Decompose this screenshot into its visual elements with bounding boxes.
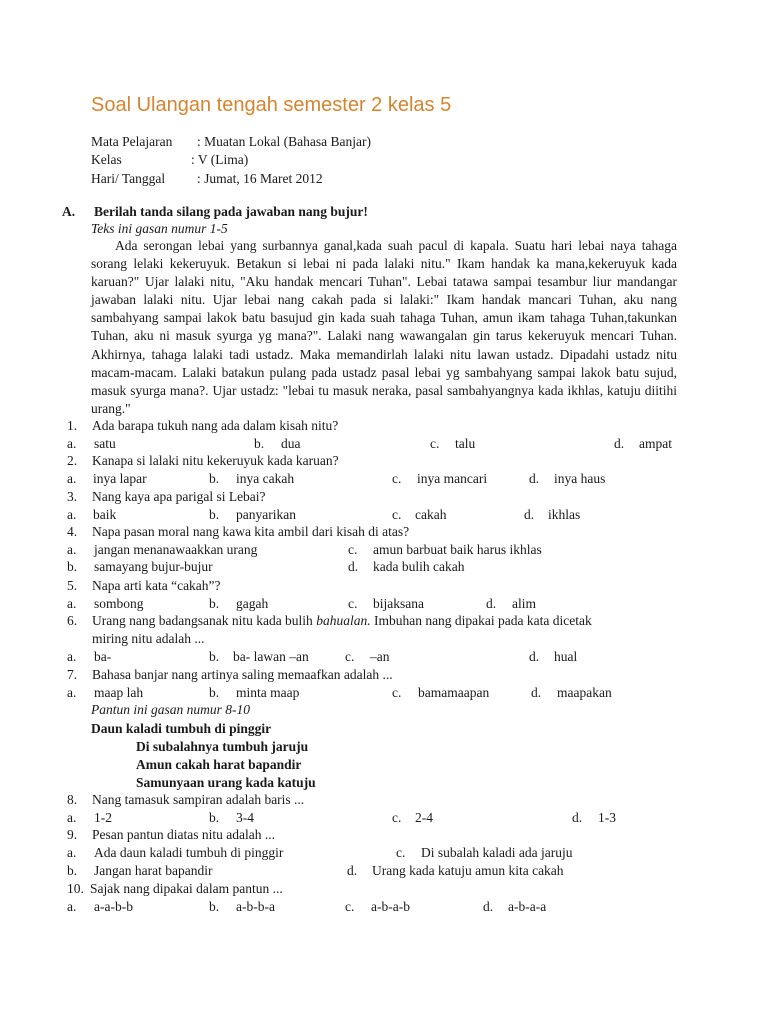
option-c: –an <box>370 649 390 664</box>
option-letter: a. <box>67 899 77 914</box>
option-letter: c. <box>392 507 402 522</box>
option-letter: c. <box>345 649 355 664</box>
section-letter: A. <box>62 204 76 219</box>
question-number: 2. <box>67 453 78 468</box>
question-text-italic: bahualan. <box>316 613 371 628</box>
subject-value: : Muatan Lokal (Bahasa Banjar) <box>197 134 371 149</box>
option-letter: d. <box>531 685 542 700</box>
option-letter: b. <box>67 863 78 878</box>
question-number: 6. <box>67 613 78 628</box>
option-a: 1-2 <box>94 810 112 825</box>
date-label: Hari/ Tanggal <box>91 171 166 186</box>
option-c: Di subalah kaladi ada jaruju <box>421 845 573 860</box>
option-letter: a. <box>67 845 77 860</box>
option-letter: c. <box>392 685 402 700</box>
question-number: 4. <box>67 524 78 539</box>
option-letter: c. <box>348 596 358 611</box>
pantun-line: Amun cakah harat bapandir <box>136 757 302 772</box>
option-c: bijaksana <box>373 596 424 611</box>
option-letter: c. <box>348 542 358 557</box>
option-a: maap lah <box>94 685 144 700</box>
text1-label: Teks ini gasan numur 1-5 <box>91 221 228 236</box>
option-letter: c. <box>392 810 402 825</box>
option-d: inya haus <box>554 471 606 486</box>
option-letter: a. <box>67 649 77 664</box>
question-number: 7. <box>67 667 78 682</box>
class-value: : V (Lima) <box>191 152 249 167</box>
option-b: Jangan harat bapandir <box>94 863 213 878</box>
option-letter: b. <box>209 471 220 486</box>
option-d: hual <box>554 649 578 664</box>
option-letter: b. <box>209 685 220 700</box>
option-letter: c. <box>345 899 355 914</box>
question-number: 10. <box>67 881 84 896</box>
option-c: amun barbuat baik harus ikhlas <box>373 542 542 557</box>
option-letter: b. <box>209 596 220 611</box>
option-letter: c. <box>392 471 402 486</box>
option-b: ba- lawan –an <box>233 649 309 664</box>
option-letter: c. <box>396 845 406 860</box>
pantun-line: Di subalahnya tumbuh jaruju <box>136 739 309 754</box>
option-d: Urang kada katuju amun kita cakah <box>372 863 564 878</box>
option-letter: b. <box>254 436 265 451</box>
text2-label: Pantun ini gasan numur 8-10 <box>91 702 251 717</box>
option-b: 3-4 <box>236 810 254 825</box>
option-a: satu <box>94 436 116 451</box>
option-letter: d. <box>486 596 497 611</box>
story-passage-text: Ada serongan lebai yang surbannya ganal,kada suah pacul di kapala. Suatu hari lebai naya tahaga sorang lelaki kekeruyuk. Betakun si lebai ni pada lalaki nitu." Ikam handak ka mana,kekeruyuk kada karuan?" Ujar lalaki nitu, "Aku handak mencari Tuhan". Lebai tatawa sampai tesambur liur mandangar jawaban lalaki nitu. Ujar lebai nang cakah pada si lalaki:" Ikam handak mancari Tuhan, aku nang sambahyang sampai lakok batu basujud gin kada suah tahaga Tuhan, amun ikam tahaga Tuhan,takunkan Tuhan, aku ni masuk syurga yg mana?". Lalaki nang wawangalan gin tarus kekeruyuk mencari Tuhan. Akhirnya, tahaga lalaki tadi ustadz. Maka memandirlah lalaki nitu lawan ustadz. Dipadahi ustadz nitu macam-macam. Lalaki batakun pulang pada ustadz pasal lebai yg sambahyang sampai lakok batu sujud, masuk syurga mana?. Ujar ustadz: "lebai tu masuk neraka, pasal sambahyangnya kada ikhlas, katuju diitihi urang." <box>91 238 677 416</box>
option-letter: d. <box>572 810 583 825</box>
option-letter: d. <box>483 899 494 914</box>
option-c: talu <box>455 436 476 451</box>
question-number: 9. <box>67 827 78 842</box>
option-a: ba- <box>94 649 112 664</box>
option-letter: d. <box>348 559 359 574</box>
option-b: samayang bujur-bujur <box>94 559 213 574</box>
option-d: kada bulih cakah <box>373 559 465 574</box>
question-text: Pesan pantun diatas nitu adalah ... <box>92 827 275 842</box>
option-letter: a. <box>67 596 77 611</box>
option-letter: b. <box>209 507 220 522</box>
option-letter: a. <box>67 471 77 486</box>
question-number: 1. <box>67 418 78 433</box>
option-c: inya mancari <box>417 471 488 486</box>
section-instruction: Berilah tanda silang pada jawaban nang bujur! <box>94 204 368 219</box>
question-text-line2: miring nitu adalah ... <box>92 631 205 646</box>
question-text <box>92 612 592 629</box>
option-a: Ada daun kaladi tumbuh di pinggir <box>94 845 284 860</box>
option-b: inya cakah <box>236 471 295 486</box>
question-text: Bahasa banjar nang artinya saling memaafkan adalah ... <box>92 667 393 682</box>
story-passage <box>91 237 677 418</box>
option-c: bamamaapan <box>418 685 490 700</box>
date-value: : Jumat, 16 Maret 2012 <box>197 171 323 186</box>
option-letter: d. <box>524 507 535 522</box>
question-number: 8. <box>67 792 78 807</box>
option-c: 2-4 <box>415 810 433 825</box>
question-text: Sajak nang dipakai dalam pantun ... <box>90 881 283 896</box>
option-letter: d. <box>347 863 358 878</box>
question-number: 5. <box>67 578 78 593</box>
question-text: Ada barapa tukuh nang ada dalam kisah nitu? <box>92 418 339 433</box>
option-d: 1-3 <box>598 810 616 825</box>
option-c: cakah <box>415 507 447 522</box>
option-b: dua <box>281 436 301 451</box>
option-letter: b. <box>209 810 220 825</box>
option-letter: b. <box>67 559 78 574</box>
question-text-post: Imbuhan nang dipakai pada kata dicetak <box>370 613 592 628</box>
question-text: Napa arti kata “cakah”? <box>92 578 221 593</box>
option-b: a-b-b-a <box>236 899 275 914</box>
option-b: minta maap <box>236 685 300 700</box>
pantun-line: Samunyaan urang kada katuju <box>136 775 316 790</box>
class-label: Kelas <box>91 152 122 167</box>
option-a: sombong <box>94 596 144 611</box>
option-letter: d. <box>529 471 540 486</box>
option-d: a-b-a-a <box>508 899 547 914</box>
option-a: jangan menanawaakkan urang <box>94 542 258 557</box>
option-b: panyarikan <box>236 507 296 522</box>
option-letter: c. <box>430 436 440 451</box>
option-c: a-b-a-b <box>371 899 410 914</box>
question-number: 3. <box>67 489 78 504</box>
option-b: gagah <box>236 596 269 611</box>
question-text: Napa pasan moral nang kawa kita ambil dari kisah di atas? <box>92 524 410 539</box>
option-letter: d. <box>614 436 625 451</box>
option-letter: a. <box>67 507 77 522</box>
option-d: maapakan <box>557 685 612 700</box>
option-a: inya lapar <box>93 471 147 486</box>
option-d: alim <box>512 596 536 611</box>
question-text: Nang kaya apa parigal si Lebai? <box>92 489 266 504</box>
option-a: baik <box>93 507 117 522</box>
question-text: Kanapa si lalaki nitu kekeruyuk kada karuan? <box>92 453 339 468</box>
option-letter: a. <box>67 685 77 700</box>
subject-label: Mata Pelajaran <box>91 134 173 149</box>
option-letter: b. <box>209 899 220 914</box>
option-letter: a. <box>67 542 77 557</box>
question-text: Nang tamasuk sampiran adalah baris ... <box>92 792 305 807</box>
option-letter: d. <box>529 649 540 664</box>
option-letter: a. <box>67 810 77 825</box>
option-letter: b. <box>209 649 220 664</box>
option-d: ikhlas <box>548 507 581 522</box>
question-text-pre: Urang nang badangsanak nitu kada bulih <box>92 613 317 628</box>
option-d: ampat <box>639 436 672 451</box>
pantun-line: Daun kaladi tumbuh di pinggir <box>91 721 272 736</box>
page-title: Soal Ulangan tengah semester 2 kelas 5 <box>91 94 452 116</box>
option-a: a-a-b-b <box>94 899 133 914</box>
option-letter: a. <box>67 436 77 451</box>
